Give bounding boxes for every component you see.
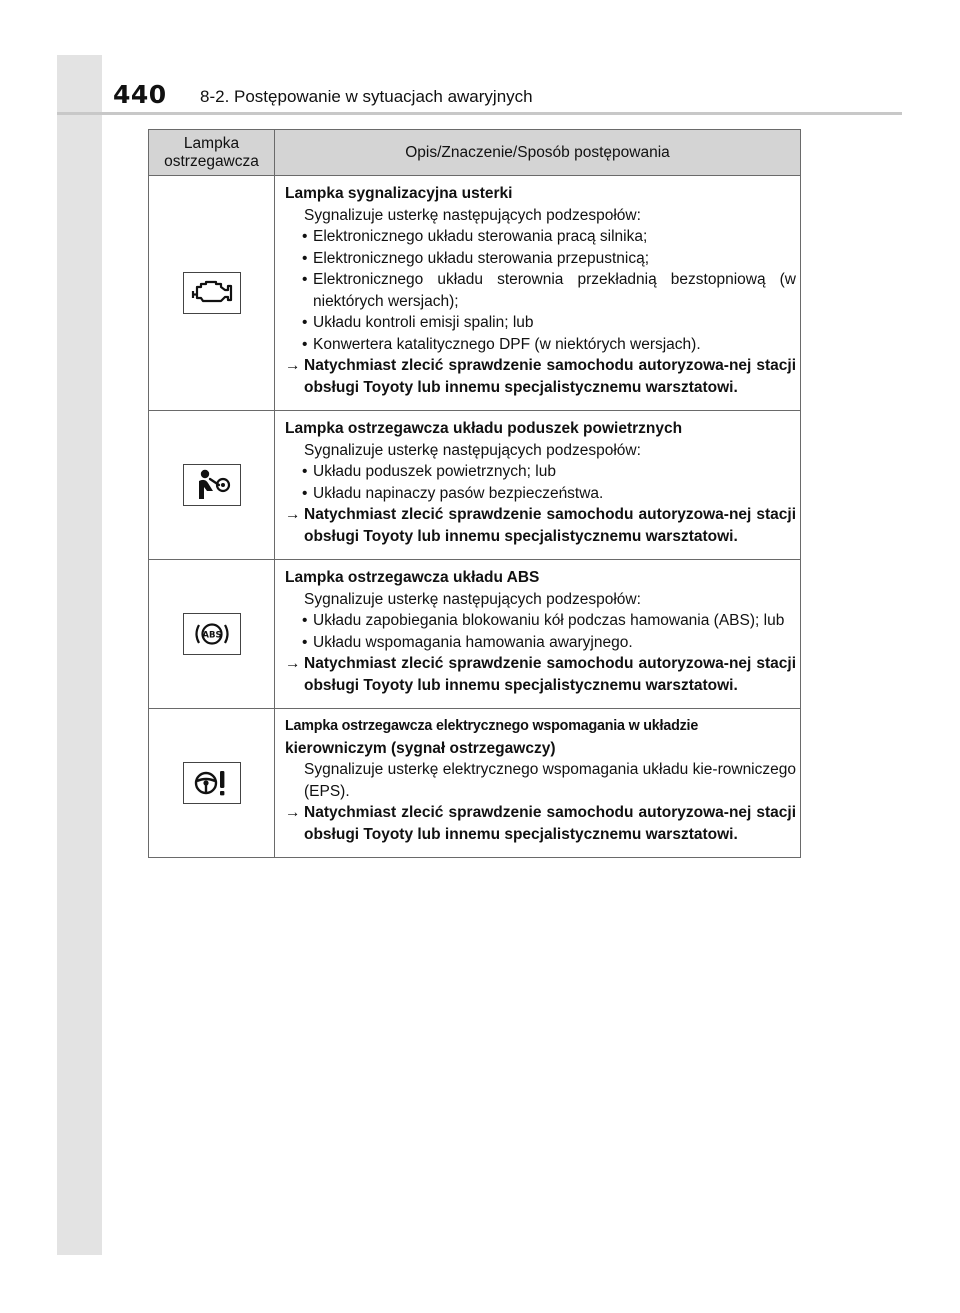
lamp-action <box>285 504 796 547</box>
lamp-lead: Sygnalizuje usterkę następujących podzespołów: <box>304 441 641 459</box>
bullet-dot: • <box>302 612 308 629</box>
list-item-text: Układu kontroli emisji spalin; lub <box>313 314 534 331</box>
lamp-description <box>275 176 801 411</box>
column-header-description: Opis/Znaczenie/Sposób postępowania <box>275 130 801 176</box>
lamp-lead: Sygnalizuje usterkę następujących podzespołów: <box>304 206 641 224</box>
column-header-lamp <box>149 130 275 176</box>
column-header-lamp-line1: Lampka <box>183 134 240 152</box>
lamp-description <box>275 411 801 560</box>
lamp-icon-cell <box>149 176 275 411</box>
table-row <box>149 411 801 560</box>
list-item <box>285 610 796 632</box>
lamp-icon-cell <box>149 709 275 858</box>
power-steering-warning-icon <box>183 762 241 804</box>
list-item <box>285 334 796 356</box>
arrow-icon: → <box>285 655 301 672</box>
lamp-title: Lampka sygnalizacyjna usterki <box>285 185 513 202</box>
table-row <box>149 176 801 411</box>
list-item-text: Układu wspomagania hamowania awaryjnego. <box>313 633 633 651</box>
list-item <box>285 461 796 483</box>
table-row <box>149 709 801 858</box>
list-item-text: Elektronicznego układu sterownia przekładnią bezstopniową (w niektórych wersjach); <box>313 271 796 310</box>
arrow-icon: → <box>285 506 301 523</box>
bullet-dot: • <box>302 463 308 480</box>
lamp-action <box>285 355 796 398</box>
list-item <box>285 226 796 248</box>
bullet-dot: • <box>302 249 308 267</box>
list-item-text: Elektronicznego układu sterowania przepustnicą; <box>313 249 650 267</box>
lamp-title-continued: kierowniczym (sygnał ostrzegawczy) <box>285 739 556 757</box>
lamp-action <box>285 653 796 696</box>
section-title: 8-2. Postępowanie w sytuacjach awaryjnych <box>200 87 533 106</box>
page-number: 440 <box>113 80 167 109</box>
lamp-action-text: Natychmiast zlecić sprawdzenie samochodu autoryzowa-nej stacji obsługi Toyoty lub innemu specjalistycznemu warsztatowi. <box>304 506 796 545</box>
arrow-icon: → <box>285 357 301 374</box>
list-item-text: Układu poduszek powietrznych; lub <box>313 463 556 480</box>
abs-icon <box>183 613 241 655</box>
list-item <box>285 312 796 334</box>
lamp-action-text: Natychmiast zlecić sprawdzenie samochodu autoryzowa-nej stacji obsługi Toyoty lub innemu specjalistycznemu warsztatowi. <box>304 357 796 396</box>
bullet-dot: • <box>302 271 308 288</box>
list-item <box>285 632 796 654</box>
arrow-icon: → <box>285 804 301 821</box>
abs-icon-text: ABS <box>201 630 222 641</box>
airbag-icon <box>183 464 241 506</box>
lamp-lead: Sygnalizuje usterkę następujących podzespołów: <box>304 590 641 608</box>
list-item-text: Układu napinaczy pasów bezpieczeństwa. <box>313 484 604 502</box>
list-item <box>285 483 796 505</box>
list-item-text: Konwertera katalitycznego DPF (w niektórych wersjach). <box>313 335 701 353</box>
lamp-title: Lampka ostrzegawcza układu ABS <box>285 569 540 586</box>
lamp-description <box>275 560 801 709</box>
lamp-icon-cell <box>149 411 275 560</box>
lamp-action-text: Natychmiast zlecić sprawdzenie samochodu autoryzowa-nej stacji obsługi Toyoty lub innemu specjalistycznemu warsztatowi. <box>304 655 796 694</box>
lamp-title: Lampka ostrzegawcza elektrycznego wspomagania w układzie <box>285 718 699 734</box>
lamp-lead: Sygnalizuje usterkę elektrycznego wspomagania układu kie-rowniczego (EPS). <box>304 761 796 800</box>
list-item <box>285 269 796 312</box>
list-item-text: Układu zapobiegania blokowaniu kół podczas hamowania (ABS); lub <box>313 612 785 629</box>
lamp-title: Lampka ostrzegawcza układu poduszek powietrznych <box>285 420 683 437</box>
list-item-text: Elektronicznego układu sterowania pracą silnika; <box>313 228 648 245</box>
lamp-action <box>285 802 796 845</box>
list-item <box>285 248 796 270</box>
warning-lamps-table <box>148 129 801 858</box>
lamp-icon-cell <box>149 560 275 709</box>
column-header-lamp-line2: ostrzegawcza <box>164 152 259 170</box>
bullet-dot: • <box>302 335 308 353</box>
check-engine-icon <box>183 272 241 314</box>
table-header-row <box>149 130 801 176</box>
header-rule <box>57 112 902 115</box>
bullet-dot: • <box>302 484 308 502</box>
lamp-action-text: Natychmiast zlecić sprawdzenie samochodu autoryzowa-nej stacji obsługi Toyoty lub innemu specjalistycznemu warsztatowi. <box>304 804 796 843</box>
bullet-dot: • <box>302 314 308 331</box>
lamp-description <box>275 709 801 858</box>
bullet-dot: • <box>302 633 308 651</box>
bullet-dot: • <box>302 228 308 245</box>
table-row <box>149 560 801 709</box>
page-side-strip <box>57 55 102 1255</box>
